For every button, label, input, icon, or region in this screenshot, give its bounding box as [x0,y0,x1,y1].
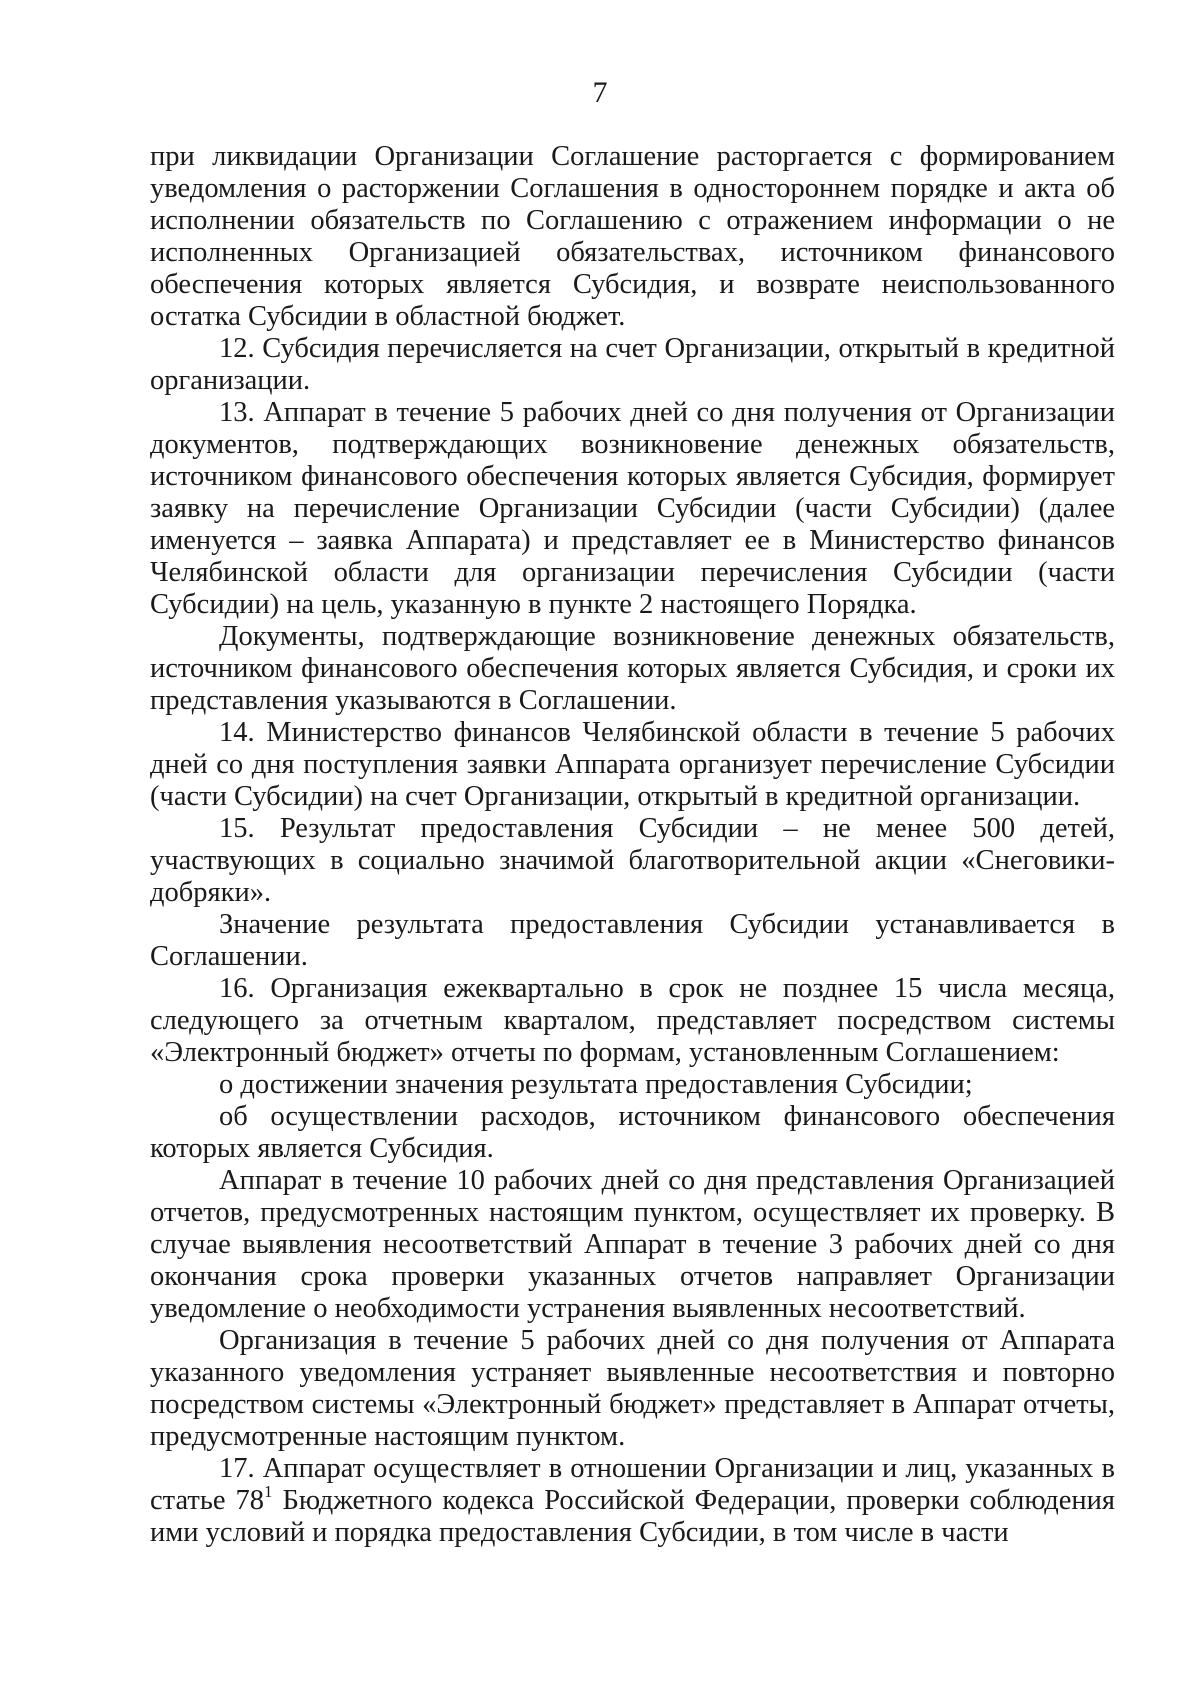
paragraph-15: 15. Результат предоставления Субсидии – не менее 500 детей, участвующих в социально значимой благотворительной акции «Снеговики-добряки». [150,813,1115,908]
paragraph-continuation: при ликвидации Организации Соглашение расторгается с формированием уведомления о расторжении Соглашения в одностороннем порядке и акта об исполнении обязательств по Соглашению с отражением информации о не исполненных Организацией обязательствах, источником финансового обеспечения которых является Субсидия, и возврате неиспользованного остатка Субсидии в областной бюджет. [150,141,1115,332]
paragraph-16-item-expenses: об осуществлении расходов, источником финансового обеспечения которых является Субсидия. [150,1101,1115,1164]
paragraph-17-text-start: 17. Аппарат осуществляет в отношении Организации и лиц, указанных в статье 78 [150,1453,1115,1516]
page-number: 7 [592,76,608,109]
paragraph-14: 14. Министерство финансов Челябинской области в течение 5 рабочих дней со дня поступления заявки Аппарата организует перечисление Субсидии (части Субсидии) на счет Организации, открытый в кредитной организации. [150,717,1115,812]
paragraph-16-check: Аппарат в течение 10 рабочих дней со дня представления Организацией отчетов, предусмотренных настоящим пунктом, осуществляет их проверку. В случае выявления несоответствий Аппарат в течение 3 рабочих дней со дня окончания срока проверки указанных отчетов направляет Организации уведомление о необходимости устранения выявленных несоответствий. [150,1165,1115,1324]
paragraph-12: 12. Субсидия перечисляется на счет Организации, открытый в кредитной организации. [150,333,1115,396]
paragraph-15-value: Значение результата предоставления Субсидии устанавливается в Соглашении. [150,909,1115,972]
paragraph-13: 13. Аппарат в течение 5 рабочих дней со дня получения от Организации документов, подтверждающих возникновение денежных обязательств, источником финансового обеспечения которых является Субсидия, формирует заявку на перечисление Организации Субсидии (части Субсидии) (далее именуется – заявка Аппарата) и представляет ее в Министерство финансов Челябинской области для организации перечисления Субсидии (части Субсидии) на цель, указанную в пункте 2 настоящего Порядка. [150,397,1115,620]
paragraph-17-text-end: Бюджетного кодекса Российской Федерации, проверки соблюдения ими условий и порядка предоставления Субсидии, в том числе в части [150,1485,1116,1548]
paragraph-16-correction: Организация в течение 5 рабочих дней со дня получения от Аппарата указанного уведомления устраняет выявленные несоответствия и повторно посредством системы «Электронный бюджет» представляет в Аппарат отчеты, предусмотренные настоящим пунктом. [150,1325,1115,1452]
paragraph-16-item-result: о достижении значения результата предоставления Субсидии; [219,1069,973,1100]
paragraph-16: 16. Организация ежеквартально в срок не позднее 15 числа месяца, следующего за отчетным кварталом, представляет посредством системы «Электронный бюджет» отчеты по формам, установленным Соглашением: [150,973,1115,1068]
paragraph-17 [150,1453,1115,1549]
document-body [150,141,1115,1549]
paragraph-13-documents: Документы, подтверждающие возникновение денежных обязательств, источником финансового обеспечения которых является Субсидия, и сроки их представления указываются в Соглашении. [150,621,1115,716]
article-superscript: 1 [264,1481,273,1501]
